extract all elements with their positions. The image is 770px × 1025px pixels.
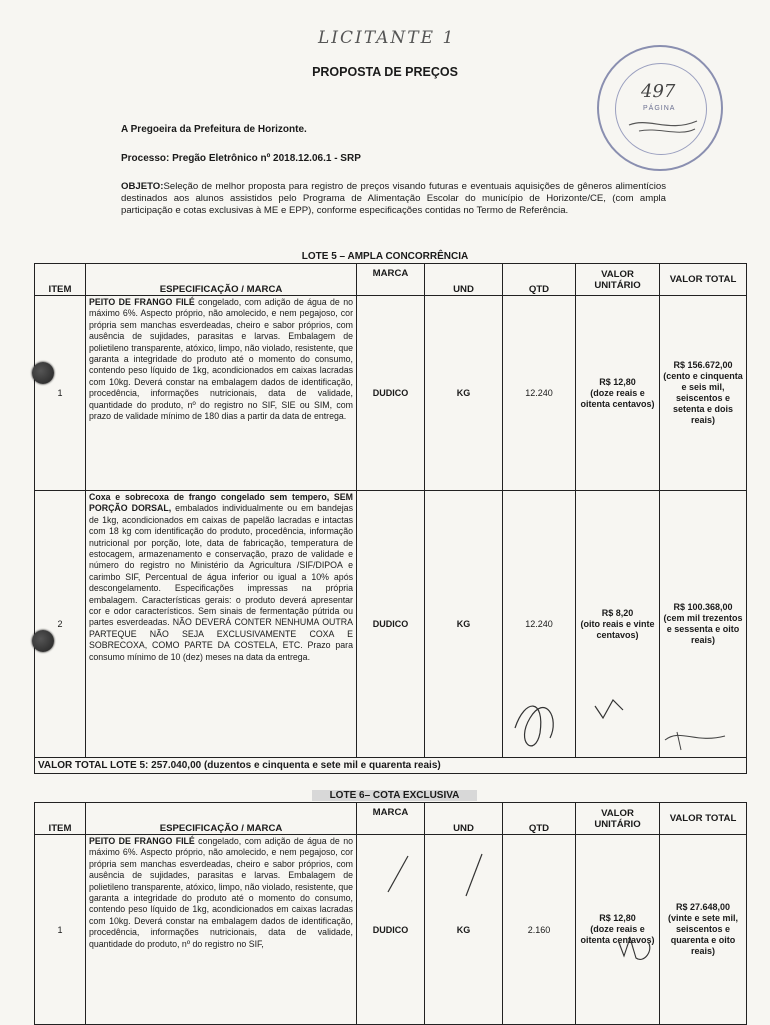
col-header-valor-unitario: VALOR UNITÁRIO (576, 264, 660, 296)
lote6-title: LOTE 6– COTA EXCLUSIVA (312, 790, 477, 801)
item-quantity: 12.240 (503, 296, 576, 491)
col-header-item: ITEM (35, 264, 86, 296)
punch-hole-icon (32, 362, 54, 384)
stamp-signature-icon (599, 47, 725, 173)
col-header-qtd: QTD (503, 264, 576, 296)
item-unit: KG (425, 835, 503, 1025)
item-unit: KG (425, 491, 503, 758)
unit-price: R$ 8,20 (oito reais e vinte centavos) (576, 491, 660, 758)
col-header-valor-total: VALOR TOTAL (660, 264, 747, 296)
strike-mark-icon (380, 852, 500, 912)
lote5-total-row (35, 758, 747, 774)
signature-mark-icon (505, 688, 735, 758)
table-header-row (35, 264, 747, 296)
handwritten-bidder-label: LICITANTE 1 (318, 28, 456, 48)
total-price: R$ 100.368,00 (cem mil trezentos e sessenta e oito reais) (660, 491, 747, 758)
item-brand: DUDICO (357, 835, 425, 1025)
page-number-stamp (597, 45, 723, 171)
col-header-spec: ESPECIFICAÇÃO / MARCA (86, 264, 357, 296)
item-number: 1 (35, 296, 86, 491)
item-quantity: 12.240 (503, 491, 576, 758)
col-header-valor-unitario: VALOR UNITÁRIO (576, 803, 660, 835)
col-header-marca: MARCA (357, 264, 425, 296)
item-description: PEITO DE FRANGO FILÉ congelado, com adição de água de no máximo 6%. Aspecto próprio, não amolecido, e nem pegajoso, cor própria sem manchas esverdeadas, cheiro e sabor próprios, com ausência de sujidades, parasitas e larvas. Embalagem de polietileno transparente, atóxico, limpo, não violado, resistente, que garanta a integridade do produto até o momento do consumo, contendo peso líquido de 1kg, acondicionados em caixas lacradas com 10kg. Deverá constar na embalagem dados de identificação, procedência, informações nutricionais, data de validade, quantidade do produto, nº do registro no SIF, (86, 835, 357, 1025)
objeto-text: Seleção de melhor proposta para registro de preços visando futuras e eventuais aquisições de gêneros alimentícios destinados aos alunos assistidos pelo Programa de Alimentação Escolar do município de Horizonte/CE, (com ampla participação e cotas exclusivas à ME e EPP), conforme especificações contidas no Termo de Referência. (121, 181, 666, 216)
col-header-spec: ESPECIFICAÇÃO / MARCA (86, 803, 357, 835)
table-header-row (35, 803, 747, 835)
unit-price: R$ 12,80 (doze reais e oitenta centavos) (576, 835, 660, 1025)
initials-mark-icon (610, 930, 670, 970)
col-header-item: ITEM (35, 803, 86, 835)
stamp-page-label: PÁGINA (643, 105, 676, 112)
punch-hole-icon (32, 630, 54, 652)
objeto-paragraph (121, 181, 666, 217)
lote5-total: VALOR TOTAL LOTE 5: 257.040,00 (duzentos e cinquenta e sete mil e quarenta reais) (35, 758, 747, 774)
table-row (35, 296, 747, 491)
unit-price: R$ 12,80 (doze reais e oitenta centavos) (576, 296, 660, 491)
total-price: R$ 156.672,00 (cento e cinquenta e seis mil, seiscentos e setenta e dois reais) (660, 296, 747, 491)
objeto-label: OBJETO: (121, 181, 164, 192)
process-number: Processo: Pregão Eletrônico nº 2018.12.06.1 - SRP (121, 153, 361, 164)
page-title: PROPOSTA DE PREÇOS (312, 65, 458, 79)
item-brand: DUDICO (357, 491, 425, 758)
col-header-und: UND (425, 264, 503, 296)
item-number: 2 (35, 491, 86, 758)
addressee: A Pregoeira da Prefeitura de Horizonte. (121, 124, 307, 135)
col-header-marca: MARCA (357, 803, 425, 835)
item-quantity: 2.160 (503, 835, 576, 1025)
item-description: Coxa e sobrecoxa de frango congelado sem tempero, SEM PORÇÃO DORSAL, embalados individualmente ou em bandejas de 1kg, acondicionados em caixas de papelão lacradas e intactas com 18 kg com identificação do produto, procedência, informação nutricional por porção, lote, data de fabricação, temperatura de estocagem, armazenamento e conservação, prazo de validade e número do registro no Ministério da Agricultura /SIF/DIPOA e carimbo SIF, Percentual de água inferior ou igual a 10% após descongelamento. Especificações impressas na própria embalagem. Características gerais: o produto deverá apresentar cor e odor característicos. Sem sinais de fermentação pútrida ou partes esverdeadas. NÃO DEVERÁ CONTER NENHUMA OUTRA PARTEQUE NÃO SEJA EXCLUSIVAMENTE COXA E SOBRECOXA, COMO PARTE DA COSTELA, ETC. Prazo para consumo mínimo de 10 (dez) meses na data da entrega. (86, 491, 357, 758)
lote6-table (34, 802, 747, 1025)
item-description: PEITO DE FRANGO FILÉ congelado, com adição de água de no máximo 6%. Aspecto próprio, não amolecido, e nem pegajoso, cor própria sem manchas esverdeadas, cheiro e sabor próprios, com ausência de sujidades, parasitas e larvas. Embalagem de polietileno transparente, atóxico, limpo, não violado, resistente, que garanta a integridade do produto até o momento do consumo, contendo peso líquido de 1kg, acondicionados em caixas lacradas com 10kg. Deverá constar na embalagem dados de identificação, procedência, informações nutricionais, data de validade, quantidade do produto, nº do registro no SIF, SIE ou SIM, com prazo de validade mínimo de 180 dias a partir da data de entrega. (86, 296, 357, 491)
item-unit: KG (425, 296, 503, 491)
total-price: R$ 27.648,00 (vinte e sete mil, seiscentos e quarenta e oito reais) (660, 835, 747, 1025)
col-header-valor-total: VALOR TOTAL (660, 803, 747, 835)
lote5-title: LOTE 5 – AMPLA CONCORRÊNCIA (301, 251, 469, 262)
col-header-und: UND (425, 803, 503, 835)
item-number: 1 (35, 835, 86, 1025)
item-brand: DUDICO (357, 296, 425, 491)
col-header-qtd: QTD (503, 803, 576, 835)
stamp-page-number: 497 (641, 81, 676, 102)
